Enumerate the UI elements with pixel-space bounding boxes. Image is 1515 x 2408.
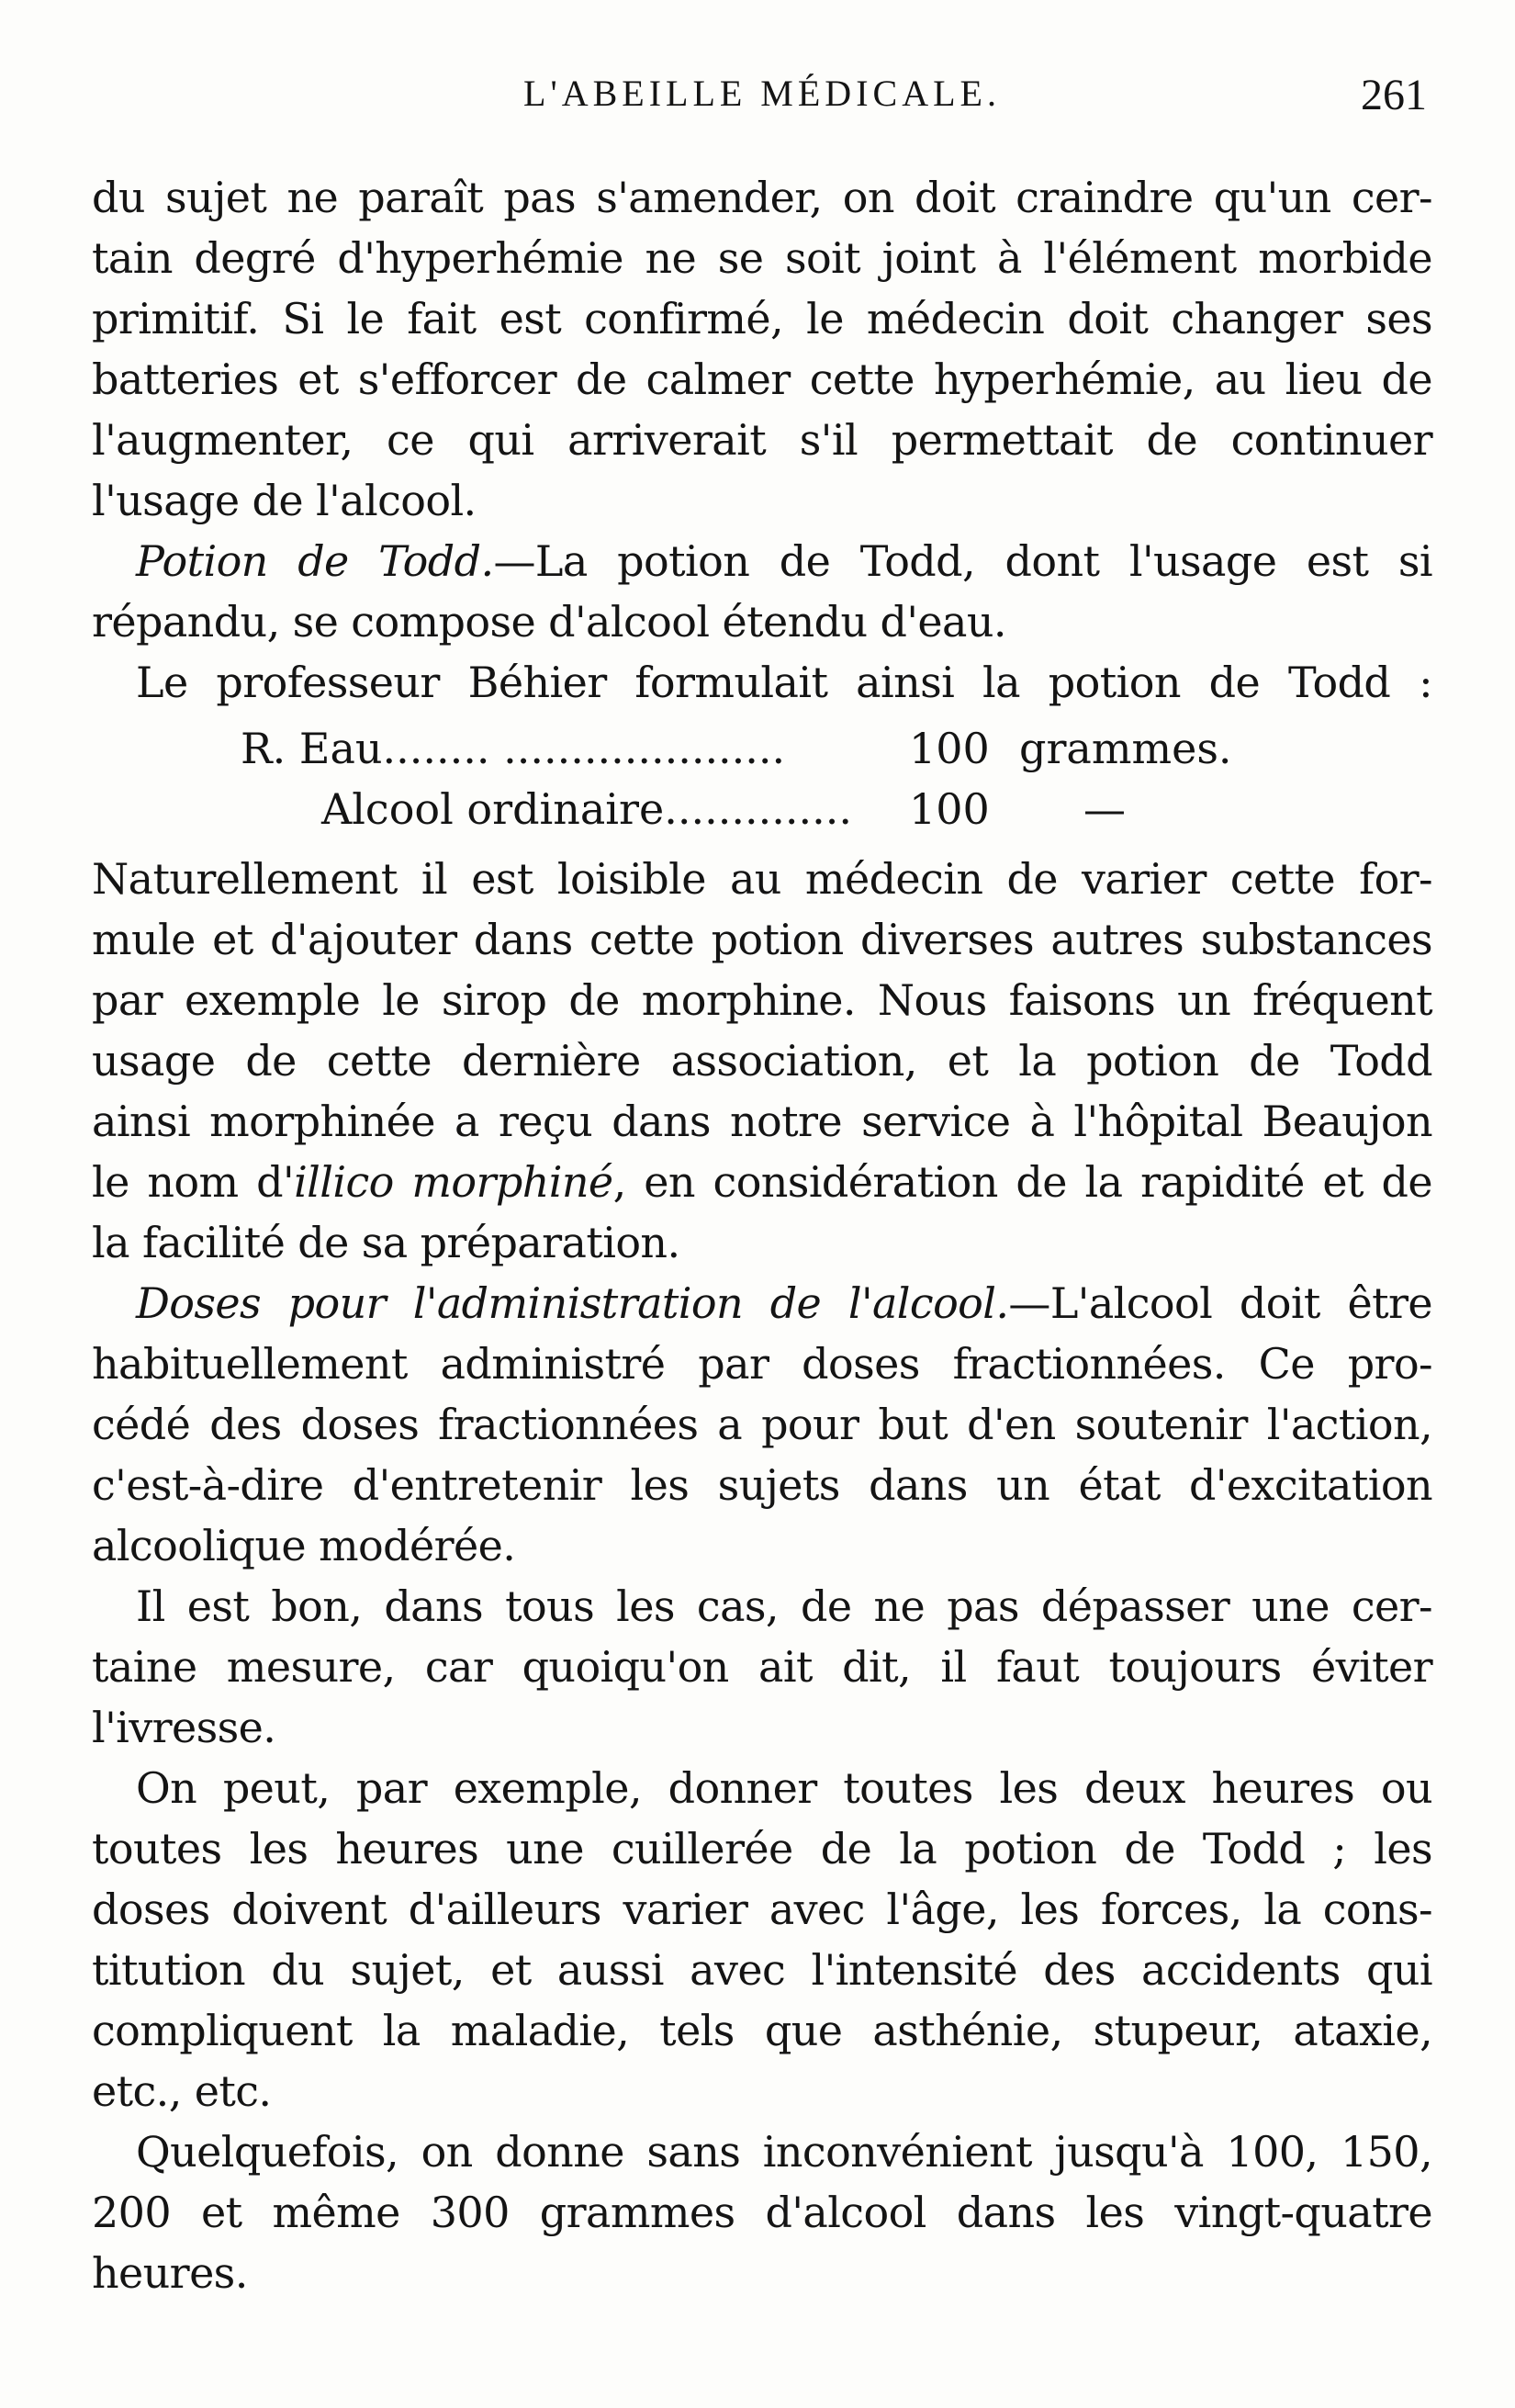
text-line: tain degré d'hyperhémie ne se soit joint à l'élément morbide bbox=[92, 233, 1432, 283]
text-line: par exemple le sirop de morphine. Nous faisons un fréquent bbox=[92, 975, 1432, 1025]
formula-quantity: 100 bbox=[909, 724, 990, 773]
page-number: 261 bbox=[1361, 71, 1427, 119]
text-line: taine mesure, car quoiqu'on ait dit, il faut toujours éviter bbox=[92, 1642, 1432, 1692]
formula-table bbox=[92, 718, 1432, 839]
paragraph-potion-de-todd bbox=[92, 531, 1432, 652]
text-line: l'augmenter, ce qui arriverait s'il permettait de continuer bbox=[92, 415, 1432, 465]
text-line: toutes les heures une cuillerée de la potion de Todd ; les bbox=[92, 1824, 1432, 1874]
running-header bbox=[92, 72, 1432, 127]
text-line: mule et d'ajouter dans cette potion diverses autres substances bbox=[92, 915, 1432, 964]
paragraph-dosage bbox=[92, 1758, 1432, 2121]
text-run: le nom d' bbox=[92, 1157, 295, 1207]
text-line: alcoolique modérée. bbox=[92, 1521, 516, 1570]
text-line: ainsi morphinée a reçu dans notre service à l'hôpital Beaujon bbox=[92, 1097, 1432, 1146]
formula-unit: — bbox=[1083, 784, 1126, 834]
formula-row bbox=[92, 718, 1432, 779]
text-line: cédé des doses fractionnées a pour but d'en soutenir l'action, bbox=[92, 1400, 1432, 1449]
paragraph-ivresse bbox=[92, 1576, 1432, 1758]
text-line: etc., etc. bbox=[92, 2066, 272, 2116]
text-line: répandu, se compose d'alcool étendu d'eau. bbox=[92, 597, 1006, 647]
text-line bbox=[92, 1273, 1432, 1333]
paragraph-continuation bbox=[92, 167, 1432, 531]
text-line: compliquent la maladie, tels que asthénie, stupeur, ataxie, bbox=[92, 2006, 1432, 2055]
section-heading: Doses pour l'administration de l'alcool. bbox=[136, 1278, 1009, 1328]
text-line: batteries et s'efforcer de calmer cette hyperhémie, au lieu de bbox=[92, 354, 1432, 404]
text-line: On peut, par exemple, donner toutes les deux heures ou bbox=[136, 1763, 1432, 1813]
italic-term: illico morphiné bbox=[294, 1157, 613, 1207]
text-line: primitif. Si le fait est confirmé, le médecin doit changer ses bbox=[92, 294, 1432, 343]
text-run: —La potion de Todd, dont l'usage est si bbox=[493, 536, 1432, 586]
running-title: L'ABEILLE MÉDICALE. bbox=[523, 73, 1001, 114]
text-line: titution du sujet, et aussi avec l'intensité des accidents qui bbox=[92, 1945, 1432, 1995]
text-line: 200 et même 300 grammes d'alcool dans les vingt-quatre bbox=[92, 2188, 1432, 2237]
formula-quantity: 100 bbox=[909, 784, 990, 834]
text-line: heures. bbox=[92, 2248, 248, 2298]
formula-ingredient: R. Eau........ ..................... bbox=[241, 724, 786, 773]
text-run: , en considération de la rapidité et de bbox=[612, 1157, 1432, 1207]
text-line: du sujet ne paraît pas s'amender, on doit craindre qu'un cer- bbox=[92, 173, 1432, 222]
text-run: —L'alcool doit être bbox=[1008, 1278, 1433, 1328]
text-line: l'usage de l'alcool. bbox=[92, 476, 477, 525]
text-line bbox=[92, 531, 1432, 591]
body-text bbox=[92, 167, 1432, 2303]
text-line: la facilité de sa préparation. bbox=[92, 1218, 680, 1267]
text-line: Il est bon, dans tous les cas, de ne pas dépasser une cer- bbox=[136, 1581, 1432, 1631]
paragraph-illico-morphine bbox=[92, 849, 1432, 1273]
formula-ingredient: Alcool ordinaire.............. bbox=[321, 784, 852, 834]
text-line bbox=[92, 1152, 1432, 1212]
paragraph-behier bbox=[92, 652, 1432, 713]
paragraph-quantities bbox=[92, 2121, 1432, 2303]
text-line: doses doivent d'ailleurs varier avec l'âge, les forces, la cons- bbox=[92, 1885, 1432, 1934]
text-line: Quelquefois, on donne sans inconvénient jusqu'à 100, 150, bbox=[136, 2127, 1432, 2177]
section-heading: Potion de Todd. bbox=[136, 536, 494, 586]
paragraph-doses bbox=[92, 1273, 1432, 1576]
text-line: c'est-à-dire d'entretenir les sujets dans un état d'excitation bbox=[92, 1460, 1432, 1510]
formula-unit: grammes. bbox=[1019, 724, 1232, 773]
text-line: usage de cette dernière association, et la potion de Todd bbox=[92, 1036, 1432, 1086]
text-line: Naturellement il est loisible au médecin de varier cette for- bbox=[92, 854, 1432, 904]
text-line: l'ivresse. bbox=[92, 1703, 276, 1752]
text-line: habituellement administré par doses fractionnées. Ce pro- bbox=[92, 1339, 1432, 1389]
text-line: Le professeur Béhier formulait ainsi la potion de Todd : bbox=[136, 658, 1432, 707]
formula-row bbox=[92, 779, 1432, 839]
